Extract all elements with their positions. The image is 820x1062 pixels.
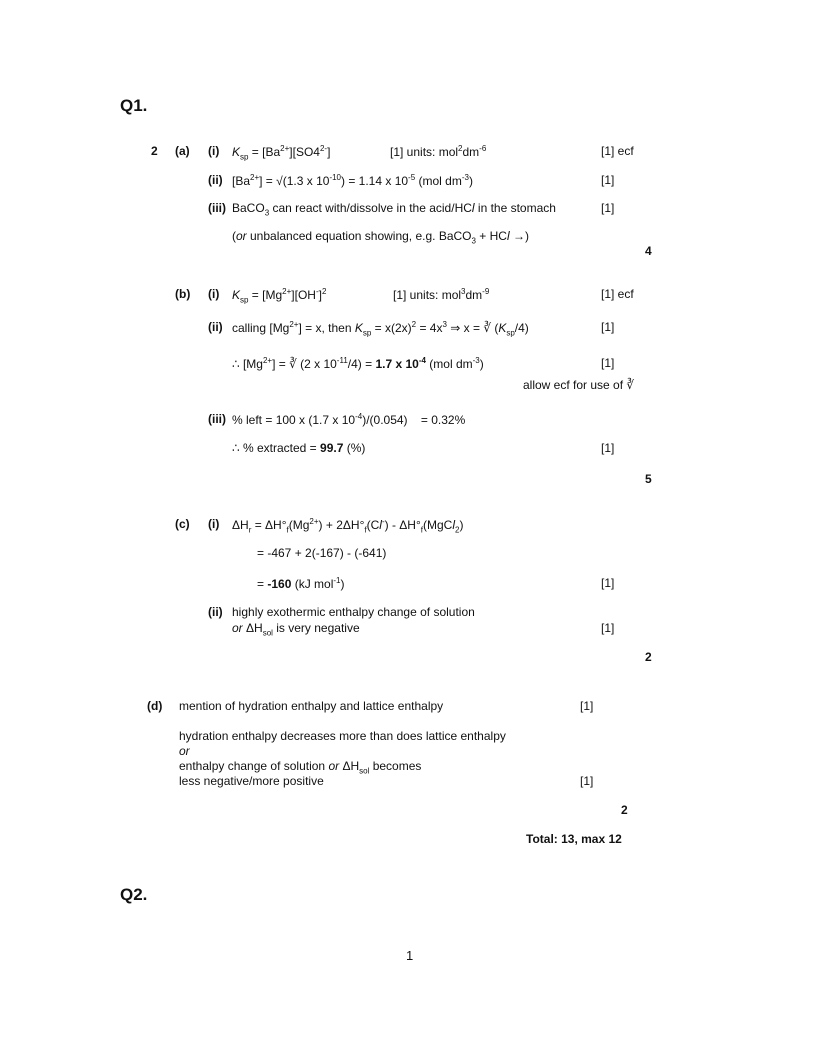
part-c-i-equation: $\Delta H_r = \Delta H^\circ_f(Mg^{2+}) + 2\Delta H^\circ_f(Cl^-)$ - $\Delta H^\circ_f(MgCl_2)$ [232, 517, 464, 535]
part-b-i-equation: $K_{sp} = [Mg^{2+}][OH^-]^2$ [232, 287, 327, 305]
part-b-iii-equation: % left = 100 x (1.7 x $10^{-4})/(0.054)$ = 0.32% [232, 412, 466, 427]
part-a-label: (a) [175, 144, 190, 158]
part-c-i-equation-3: = -160 (kJ mol$^{-1}$) [257, 576, 345, 591]
part-c-ii-text-2: or $\Delta H_{sol}$ is very negative [232, 621, 360, 638]
part-b-ii-label: (ii) [208, 320, 223, 334]
part-d-mark-2: [1] [580, 774, 594, 788]
part-c-i-equation-2: = -467 + 2(-167) - (-641) [257, 546, 387, 560]
part-b-total: 5 [645, 472, 652, 486]
part-a-i-units: [1] units: $mol^2dm^{-6}$ [390, 144, 487, 159]
part-b-iii-label: (iii) [208, 412, 226, 426]
q2-heading: Q2. [120, 885, 148, 904]
part-a-iii-mark: [1] [601, 201, 615, 215]
part-a-ii-mark: [1] [601, 173, 615, 187]
grand-total: Total: 13, max 12 [526, 832, 622, 846]
part-b-iii-mark: [1] [601, 441, 615, 455]
part-b-i-units: [1] units: $mol^3dm^{-9}$ [393, 287, 490, 302]
part-b-ii-note: allow ecf for use of ∛ [523, 378, 635, 392]
part-c-ii-mark: [1] [601, 621, 615, 635]
part-b-i-label: (i) [208, 287, 220, 301]
part-b-i-mark: [1] ecf [601, 287, 634, 301]
part-b-iii-equation-2: ∴ % extracted = 99.7 (%) [232, 441, 366, 455]
part-c-i-mark: [1] [601, 576, 615, 590]
part-b-ii-equation: calling $[Mg^{2+}] = x$, then $K_{sp} = x(2x)^2 = 4x^3$ ⇒ x = ∛ $(K_{sp}/4)$ [232, 320, 529, 338]
part-c-ii-text: highly exothermic enthalpy change of solution [232, 605, 475, 619]
part-a-iii-text: BaCO$_3$ can react with/dissolve in the acid/HCl in the stomach [232, 201, 556, 218]
part-a-i-equation: $K_{sp} = [Ba^{2+}][SO4^{2-}]$ [232, 144, 331, 162]
part-b-ii-equation-2: ∴ $[Mg^{2+}]$ = ∛ (2 x $10^{-11}/4) = 1.7$ x $10^{-4}$ (mol $dm^{-3}$) [232, 356, 484, 371]
part-d-label: (d) [147, 699, 163, 713]
part-a-iii-alternative: (or unbalanced equation showing, e.g. BaCO$_3$ + HCl →) [232, 229, 529, 246]
part-d-mark: [1] [580, 699, 594, 713]
part-b-ii-mark-2: [1] [601, 356, 615, 370]
part-d-text-2: hydration enthalpy decreases more than does lattice enthalpy [179, 729, 506, 743]
part-a-iii-label: (iii) [208, 201, 226, 215]
part-c-i-label: (i) [208, 517, 220, 531]
q1-heading: Q1. [120, 96, 148, 115]
part-c-ii-label: (ii) [208, 605, 223, 619]
part-d-text-4: less negative/more positive [179, 774, 324, 788]
part-d-or: or [179, 744, 190, 758]
part-d-total: 2 [621, 803, 628, 817]
part-a-ii-equation: $[Ba^{2+}] = √(1.3$ x $10^{-10}) = 1.14$ x $10^{-5}$ (mol $dm^{-3}$) [232, 173, 473, 188]
question-number: 2 [151, 144, 158, 158]
part-d-text: mention of hydration enthalpy and lattice enthalpy [179, 699, 444, 713]
part-a-i-label: (i) [208, 144, 220, 158]
part-a-ii-label: (ii) [208, 173, 223, 187]
part-a-i-mark: [1] ecf [601, 144, 634, 158]
part-c-total: 2 [645, 650, 652, 664]
part-a-total: 4 [645, 244, 652, 258]
page-number: 1 [406, 948, 414, 963]
part-b-label: (b) [175, 287, 191, 301]
part-b-ii-mark: [1] [601, 320, 615, 334]
part-d-text-3: enthalpy change of solution or $\Delta H_{sol}$ becomes [179, 759, 422, 776]
part-c-label: (c) [175, 517, 190, 531]
